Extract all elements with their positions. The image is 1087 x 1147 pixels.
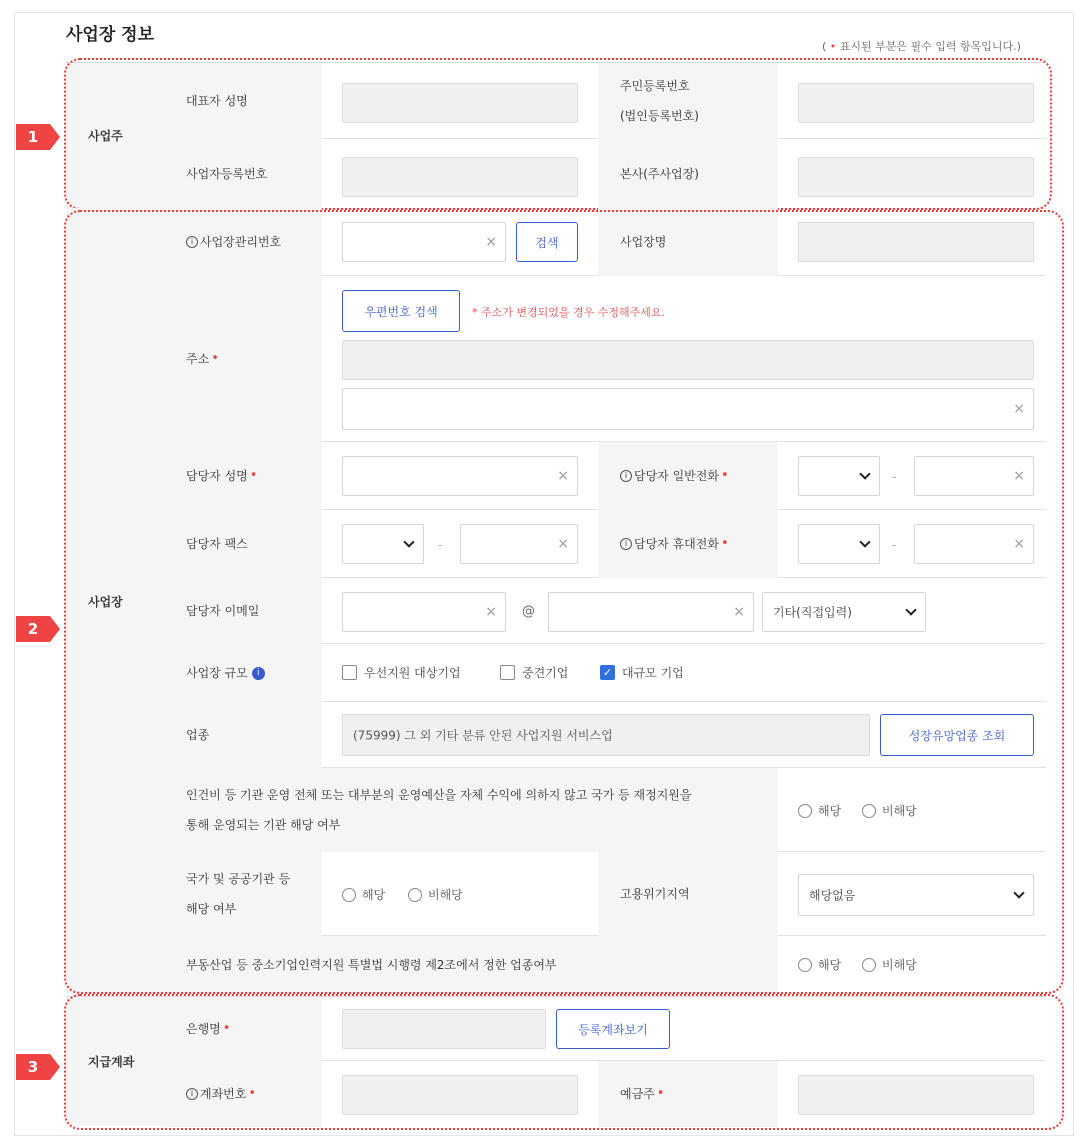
contact-fax-label: 담당자 팩스 (164, 510, 322, 578)
email-domain-select[interactable]: 기타(직접입력) (762, 592, 926, 632)
page-title: 사업장 정보 (66, 25, 155, 45)
site-name-label: 사업장명 (598, 208, 778, 276)
nonprofit-yes-radio[interactable]: 해당 (798, 802, 841, 819)
site-highlight (64, 210, 1064, 994)
public-no-radio[interactable]: 비해당 (408, 886, 463, 903)
crisis-region-select[interactable]: 해당없음 (798, 874, 1034, 916)
size-option-priority[interactable]: 우선지원 대상기업 (342, 664, 461, 681)
clear-x-icon[interactable]: × (733, 604, 745, 620)
clear-x-icon[interactable]: × (557, 468, 569, 484)
marker-2: 2 (16, 616, 60, 642)
bank-label: 은행명 • (164, 997, 322, 1061)
clear-x-icon[interactable]: × (1013, 468, 1025, 484)
mobile-dash: - (892, 538, 897, 552)
clear-x-icon[interactable]: × (485, 604, 497, 620)
nonprofit-no-radio[interactable]: 비해당 (862, 802, 917, 819)
address-note: * 주소가 변경되었을 경우 수정해주세요. (472, 306, 665, 319)
mgmt-search-button[interactable]: 검색 (516, 222, 578, 262)
account-highlight (64, 994, 1064, 1130)
contact-email-label: 담당자 이메일 (164, 578, 322, 644)
phone-dash: - (892, 470, 897, 484)
size-label: 사업장 규모 i (164, 644, 322, 702)
email-at-sign: @ (522, 604, 535, 619)
contact-mobile-label: i 담당자 휴대전화 • (598, 510, 778, 578)
rep-name-label: 대표자 성명 (164, 63, 322, 139)
clear-x-icon[interactable]: × (1013, 536, 1025, 552)
nonprofit-question: 인건비 등 기관 운영 전체 또는 대부분의 운영예산을 자체 수익에 의하지 않고 국가 등 재정지원을 통해 운영되는 기관 해당 여부 (164, 768, 778, 852)
marker-1: 1 (16, 124, 60, 150)
industry-field: (75999) 그 외 기타 분류 안된 사업지원 서비스업 (342, 714, 870, 756)
fax-dash: - (438, 538, 443, 552)
realestate-no-radio[interactable]: 비해당 (862, 956, 917, 973)
circle-icon: i (620, 470, 632, 482)
size-option-large[interactable]: ✓ 대규모 기업 (600, 664, 684, 681)
hq-label: 본사(주사업장) (598, 139, 778, 209)
mgmt-no-label: i 사업장관리번호 (164, 208, 322, 276)
info-icon[interactable]: i (252, 667, 265, 680)
holder-label: 예금주 • (598, 1061, 778, 1127)
account-category: 지급계좌 (66, 997, 164, 1126)
site-category: 사업장 (66, 208, 164, 994)
required-dot: • (829, 40, 837, 53)
growth-industry-button[interactable]: 성장유망업종 조회 (880, 714, 1034, 756)
realestate-yes-radio[interactable]: 해당 (798, 956, 841, 973)
required-star: • (211, 351, 219, 366)
brn-label: 사업자등록번호 (164, 139, 322, 209)
realestate-question: 부동산업 등 중소기업인력지원 특별법 시행령 제2조에서 정한 업종여부 (164, 936, 778, 994)
public-yes-radio[interactable]: 해당 (342, 886, 385, 903)
industry-label: 업종 (164, 702, 322, 768)
clear-x-icon[interactable]: × (1013, 401, 1025, 417)
clear-x-icon[interactable]: × (485, 234, 497, 250)
circle-icon: i (186, 1088, 198, 1100)
clear-x-icon[interactable]: × (557, 536, 569, 552)
view-accounts-button[interactable]: 등록계좌보기 (556, 1009, 670, 1049)
crisis-region-label: 고용위기지역 (598, 852, 778, 936)
contact-name-label: 담당자 성명 • (164, 442, 322, 510)
account-no-label: i 계좌번호 • (164, 1061, 322, 1127)
public-question: 국가 및 공공기관 등 해당 여부 (164, 852, 322, 936)
address-label: 주소 • (164, 276, 322, 442)
rrn-label: 주민등록번호 (법인등록번호) (598, 63, 778, 139)
required-note: ( • 표시된 부분은 필수 입력 항목입니다.) (822, 40, 1021, 53)
circle-icon: i (620, 538, 632, 550)
check-icon[interactable]: ✓ (600, 665, 615, 680)
circle-icon: i (186, 236, 198, 248)
owner-highlight (64, 58, 1052, 210)
owner-category: 사업주 (66, 63, 164, 208)
postcode-search-button[interactable]: 우편번호 검색 (342, 290, 460, 332)
contact-phone-label: i 담당자 일반전화 • (598, 442, 778, 510)
marker-3: 3 (16, 1054, 60, 1080)
size-option-midsize[interactable]: 중견기업 (500, 664, 568, 681)
